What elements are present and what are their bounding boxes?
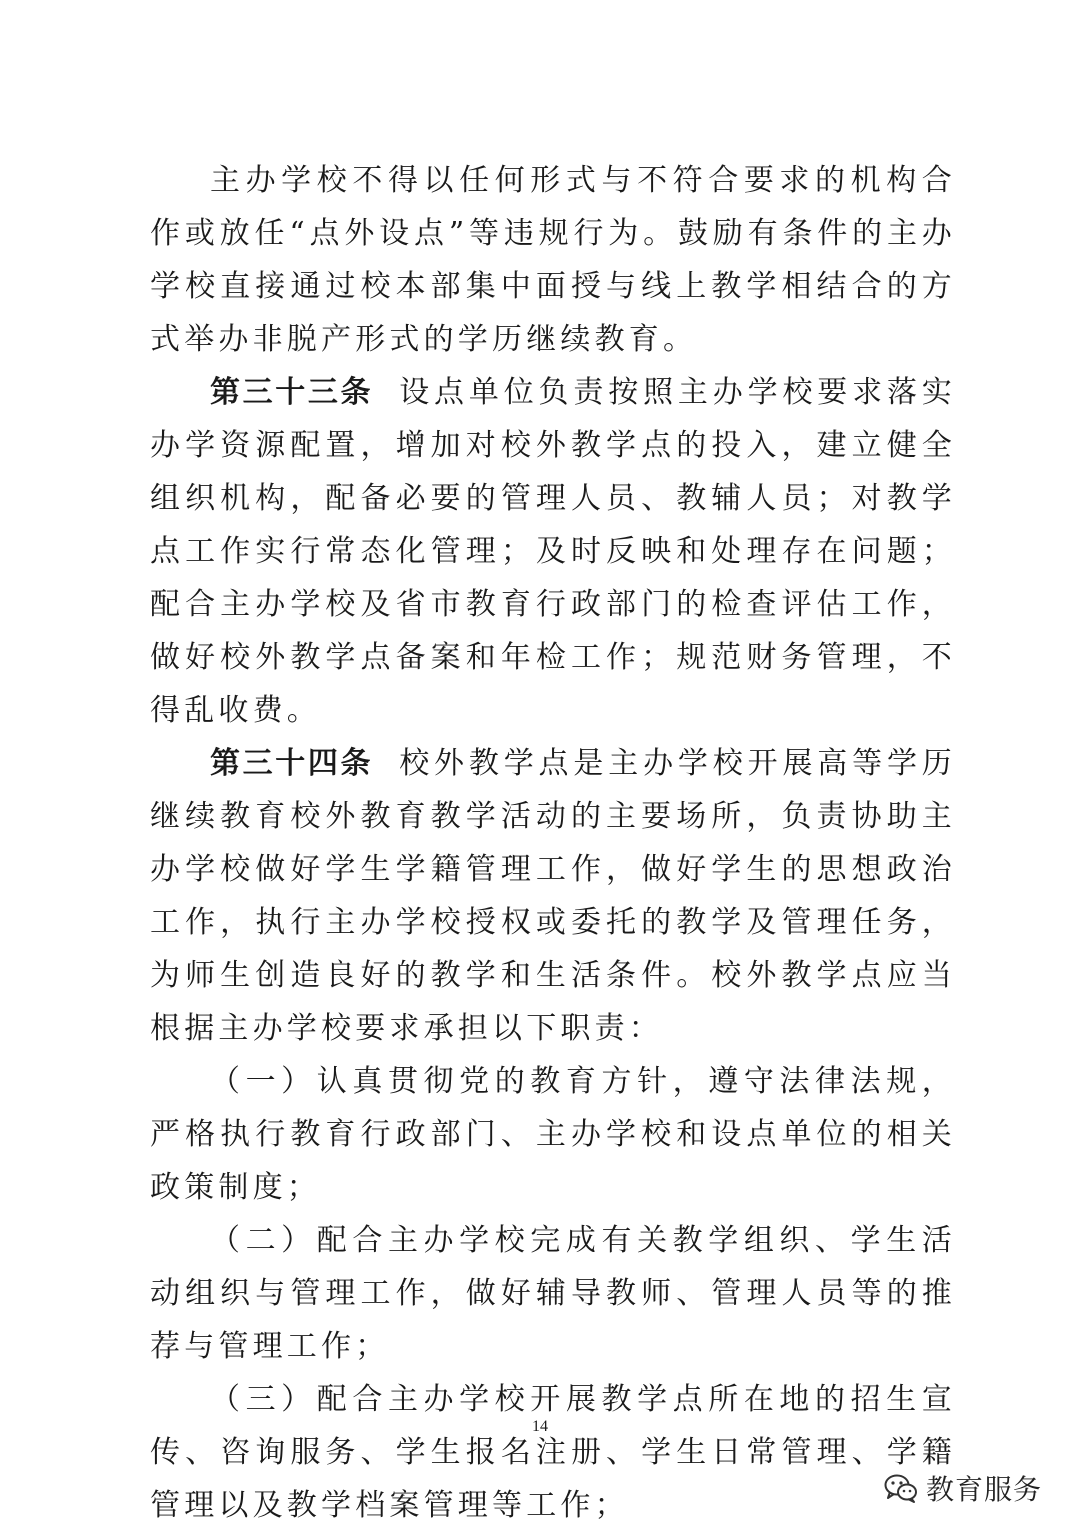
article-heading: 第三十三条 [210,375,374,410]
article-heading: 第三十四条 [210,746,374,781]
paragraph-1 [150,154,956,366]
paragraph-text: 主办学校不得以任何形式与不符合要求的机构合作或放任“点外设点”等违规行为。鼓励有条件的主办学校直接通过校本部集中面授与线上教学相结合的方式举办非脱产形式的学历继续教育。 [150,163,956,357]
paragraph-text: （二）配合主办学校完成有关教学组织、学生活动组织与管理工作，做好辅导教师、管理人员等的推荐与管理工作； [150,1223,956,1364]
document-body [150,154,956,1532]
paragraph-article-34 [150,737,956,1055]
paragraph-text: （三）配合主办学校开展教学点所在地的招生宣传、咨询服务、学生报名注册、学生日常管理、学籍管理以及教学档案管理等工作； [150,1382,956,1523]
page-number: 14 [532,1418,548,1435]
list-item-2 [150,1214,956,1373]
paragraph-text: 设点单位负责按照主办学校要求落实办学资源配置，增加对校外教学点的投入，建立健全组织机构，配备必要的管理人员、教辅人员；对教学点工作实行常态化管理；及时反映和处理存在问题；配合主办学校及省市教育行政部门的检查评估工作，做好校外教学点备案和年检工作；规范财务管理，不得乱收费。 [150,375,957,728]
list-item-1 [150,1055,956,1214]
list-item-3 [150,1373,956,1532]
wechat-icon [884,1473,918,1503]
watermark-text: 教育服务 [925,1473,1042,1506]
paragraph-text: （一）认真贯彻党的教育方针，遵守法律法规，严格执行教育行政部门、主办学校和设点单位的相关政策制度； [150,1064,956,1205]
paragraph-text: 校外教学点是主办学校开展高等学历继续教育校外教育教学活动的主要场所，负责协助主办学校做好学生学籍管理工作，做好学生的思想政治工作，执行主办学校授权或委托的教学及管理任务，为师生创造良好的教学和生活条件。校外教学点应当根据主办学校要求承担以下职责： [150,746,957,1046]
wechat-watermark [884,1468,1042,1508]
paragraph-article-33 [150,366,956,737]
